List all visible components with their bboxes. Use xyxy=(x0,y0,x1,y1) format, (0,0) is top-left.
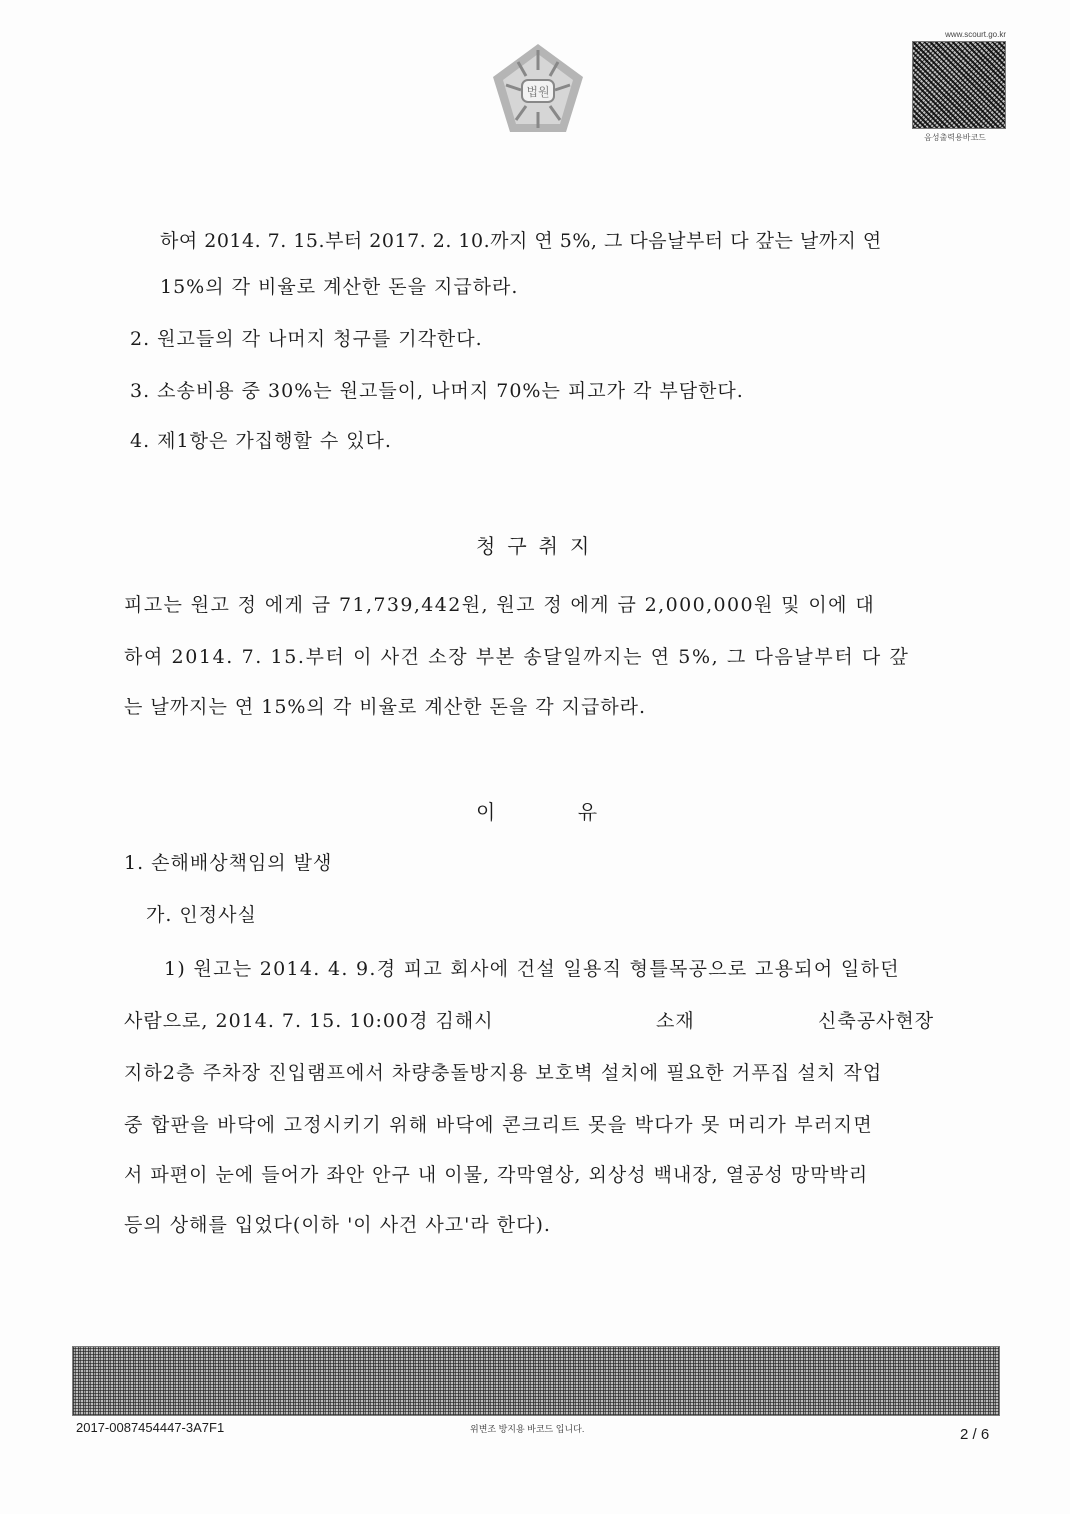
ruling-item-4: 4. 제1항은 가집행할 수 있다. xyxy=(130,430,392,452)
para1-line-3: 지하2층 주차장 진입램프에서 차량충돌방지용 보호벽 설치에 필요한 거푸집 설치 작업 xyxy=(124,1062,883,1084)
ruling-line-1-text: 하여 2014. 7. 15.부터 2017. 2. 10.까지 연 5%, 그 다음날부터 다 갚는 날까지 연 xyxy=(160,230,882,252)
para1-line-2a: 사람으로, 2014. 7. 15. 10:00경 김해시 xyxy=(124,1010,494,1032)
section-1-title: 1. 손해배상책임의 발생 xyxy=(124,852,333,874)
claim-heading: 청구취지 xyxy=(476,534,602,558)
para1-line-5: 서 파편이 눈에 들어가 좌안 안구 내 이물, 각막열상, 외상성 백내장, 열공성 망막박리 xyxy=(124,1164,869,1186)
ruling-item-3: 3. 소송비용 중 30%는 원고들이, 나머지 70%는 피고가 각 부담한다. xyxy=(130,380,744,402)
reasons-heading xyxy=(476,796,597,825)
barcode-note: 위변조 방지용 바코드 입니다. xyxy=(470,1424,585,1434)
claim-line-2: 하여 2014. 7. 15.부터 이 사건 소장 부본 송달일까지는 연 5%, 그 다음날부터 다 갚 xyxy=(124,646,910,668)
ruling-line-1 xyxy=(160,226,942,253)
seal-text: 법원 xyxy=(526,85,550,99)
page-number: 2 / 6 xyxy=(960,1426,990,1443)
para1-line-2c: 신축공사현장 xyxy=(818,1010,935,1032)
ruling-item-2: 2. 원고들의 각 나머지 청구를 기각한다. xyxy=(130,328,483,350)
para1-line-1: 1) 원고는 2014. 4. 9.경 피고 회사에 건설 일용직 형틀목공으로 고용되어 일하던 xyxy=(164,958,900,980)
para1-line-4: 중 합판을 바닥에 고정시키기 위해 바닥에 콘크리트 못을 박다가 못 머리가 부러지면 xyxy=(124,1114,873,1136)
claim-line-1: 피고는 원고 정 에게 금 71,739,442원, 원고 정 에게 금 2,000,000원 및 이에 대 xyxy=(124,594,876,616)
qr-barcode-icon xyxy=(912,41,1006,129)
anti-forgery-barcode-icon xyxy=(72,1346,1000,1416)
claim-line-3: 는 날까지는 연 15%의 각 비율로 계산한 돈을 각 지급하라. xyxy=(124,696,647,718)
ruling-line-2: 15%의 각 비율로 계산한 돈을 지급하라. xyxy=(160,276,519,298)
reasons-heading-right: 유 xyxy=(577,800,598,824)
qr-caption: 음성출력용바코드 xyxy=(924,133,986,142)
reasons-heading-left: 이 xyxy=(476,800,496,824)
para1-line-2b: 소재 xyxy=(656,1010,695,1032)
subsection-a-title: 가. 인정사실 xyxy=(146,904,257,926)
document-id: 2017-0087454447-3A7F1 xyxy=(76,1420,225,1435)
voice-barcode-block xyxy=(900,30,1010,143)
court-seal-icon xyxy=(488,40,588,140)
para1-line-6: 등의 상해를 입었다(이하 '이 사건 사고'라 한다). xyxy=(124,1214,551,1236)
scourt-url: www.scourt.go.kr xyxy=(945,30,1006,39)
